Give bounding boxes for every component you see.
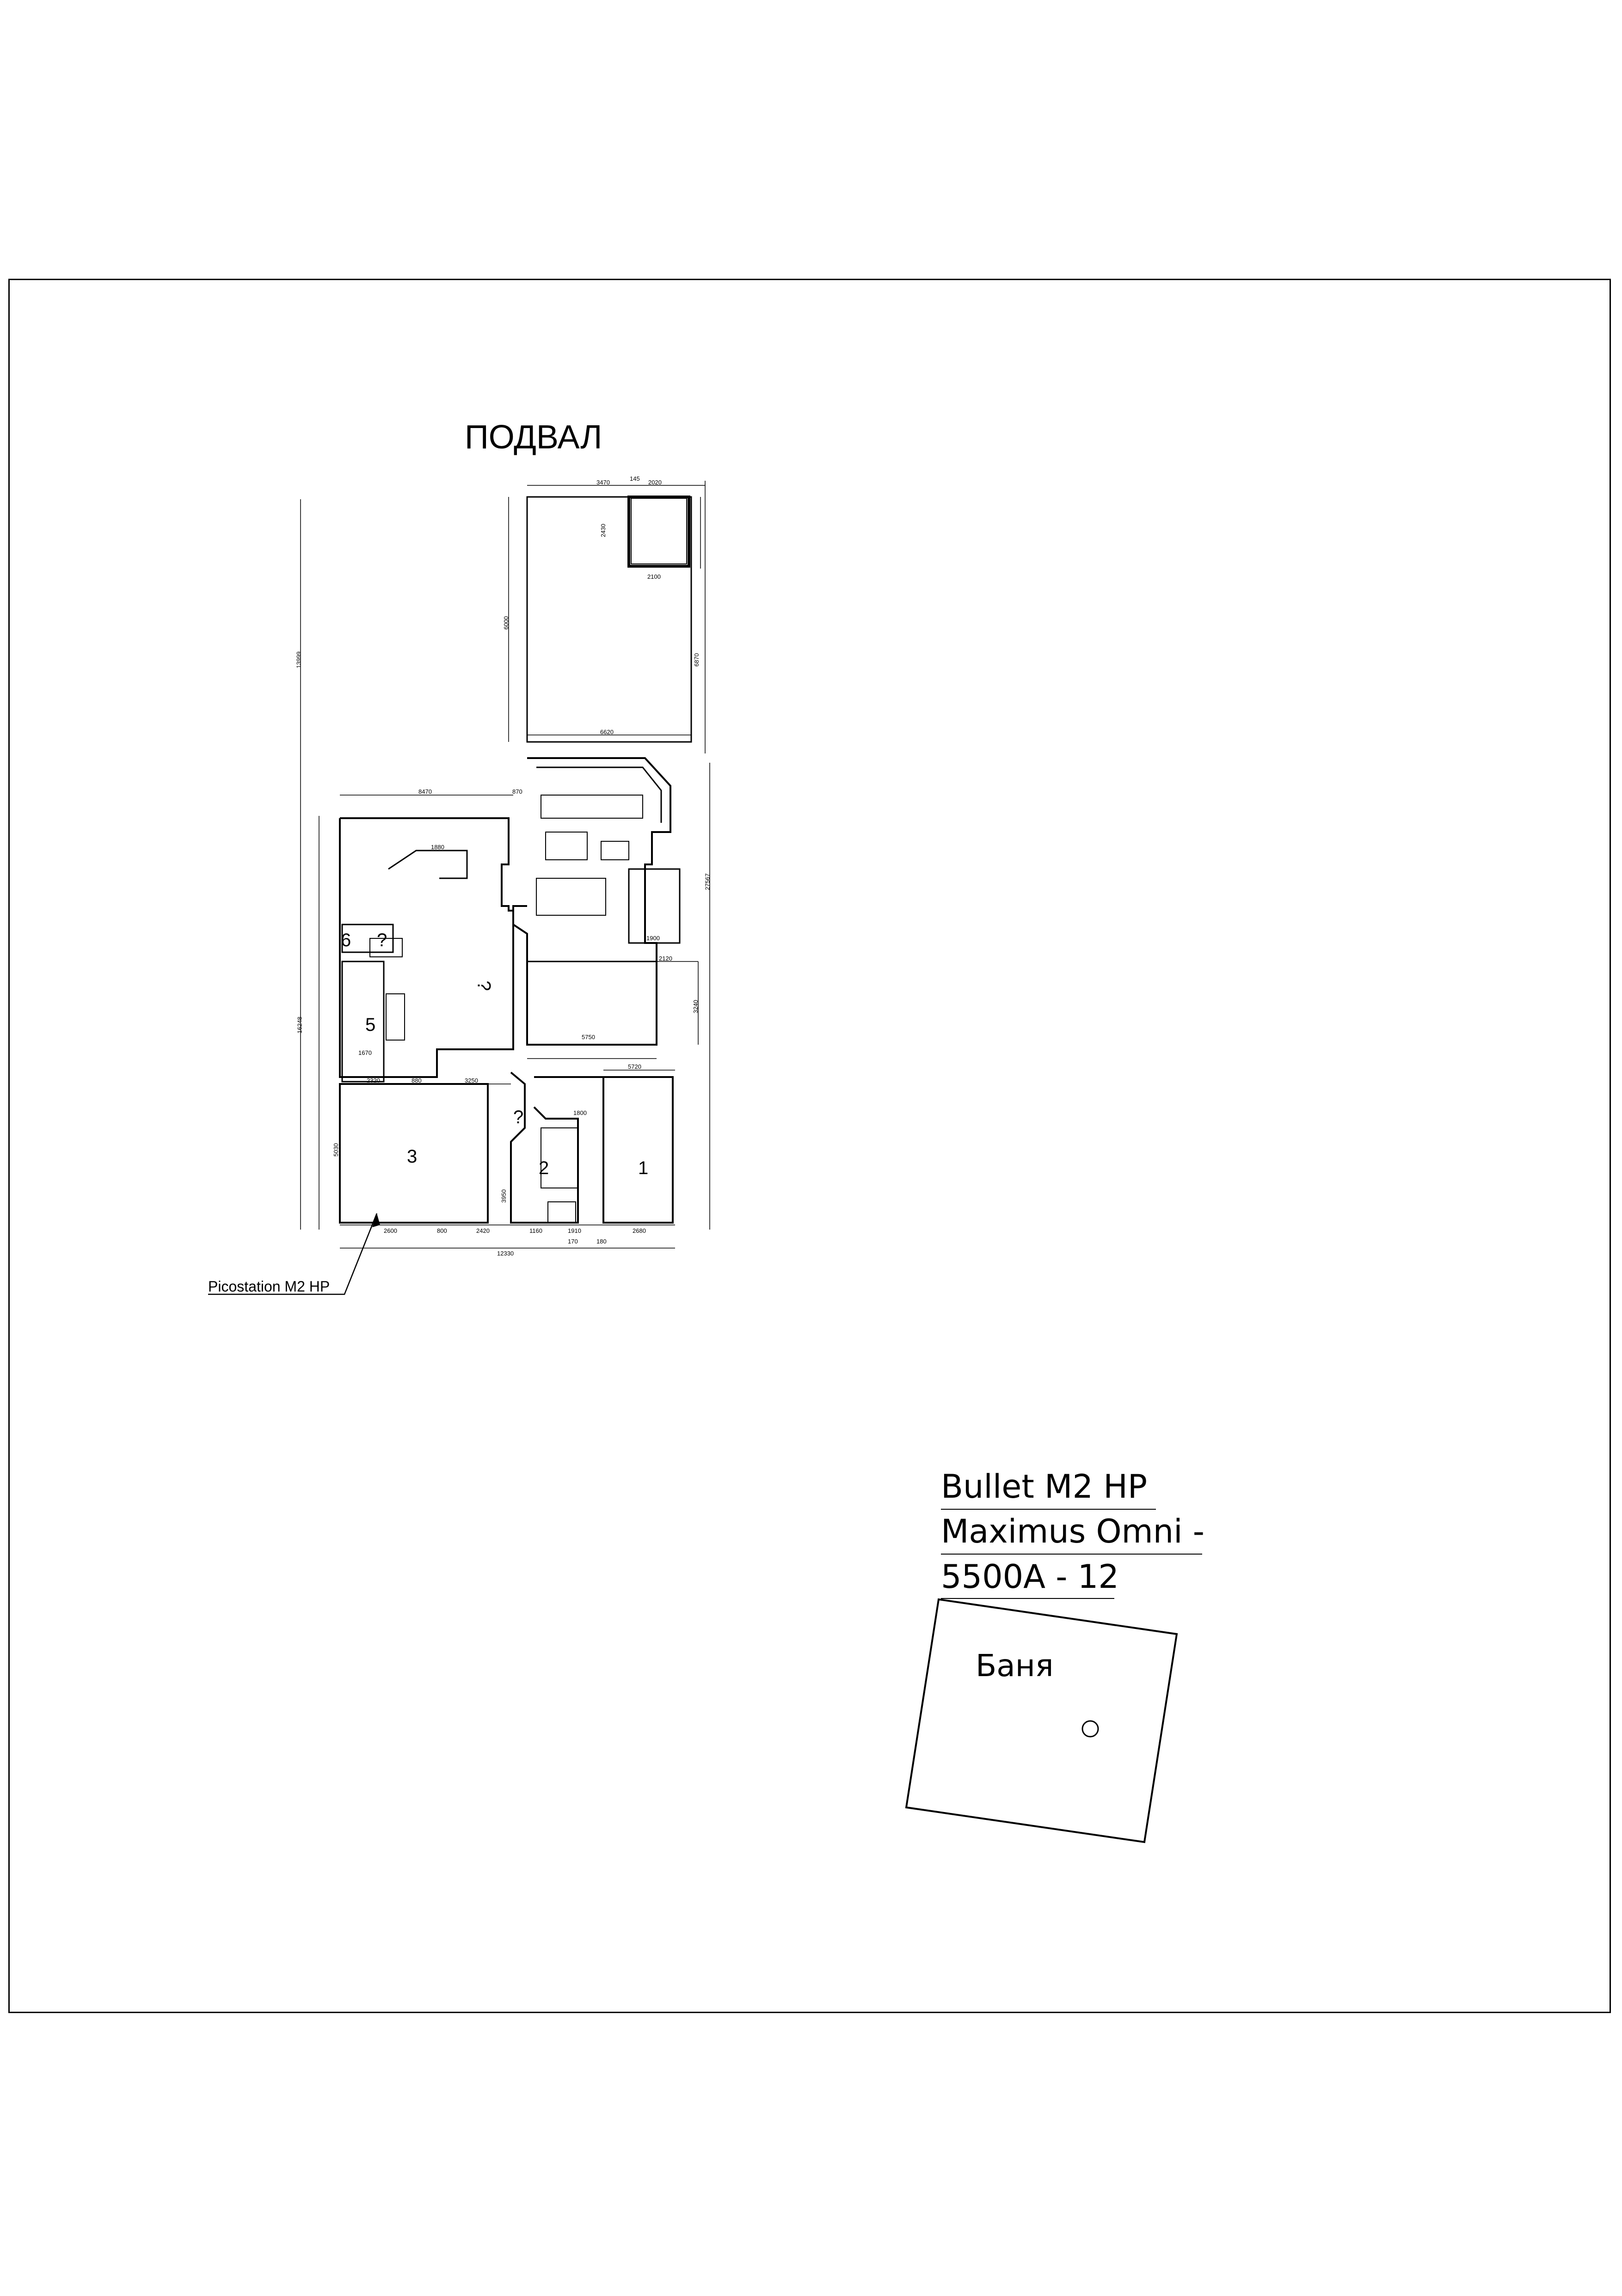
dimension-label: 6870 — [693, 653, 700, 667]
dimension-label: 800 — [437, 1227, 447, 1234]
dimension-label: 16248 — [296, 1016, 303, 1034]
dimension-label: 27567 — [704, 873, 711, 890]
dimension-label: 8470 — [418, 788, 432, 795]
dimension-label: 1900 — [646, 935, 660, 942]
dimension-label: 2680 — [633, 1227, 646, 1234]
dimension-label: 2430 — [599, 524, 607, 537]
room-6-label: 6 — [341, 930, 351, 950]
dimension-label: 12330 — [497, 1250, 514, 1257]
dimension-label: 2120 — [659, 955, 672, 962]
dimension-label: 880 — [412, 1077, 422, 1084]
antenna-label-line1: Bullet M2 HP — [941, 1468, 1148, 1506]
dimension-label: 3250 — [465, 1077, 478, 1084]
banya-label: Баня — [976, 1648, 1054, 1684]
dimension-label: 1160 — [529, 1227, 542, 1234]
upper-stair — [629, 497, 689, 566]
room-3-label: 3 — [407, 1146, 418, 1167]
unknown-room-label: ? — [377, 930, 387, 950]
dimension-label: 1670 — [358, 1049, 372, 1056]
upper-room — [527, 497, 691, 742]
dimension-label: 2100 — [647, 573, 661, 580]
dimension-label: 6620 — [600, 729, 614, 735]
dimension-label: 1800 — [573, 1109, 587, 1116]
dimension-label: 1910 — [568, 1227, 581, 1234]
room-2-walls — [511, 1072, 578, 1223]
dimension-label: 2020 — [648, 479, 662, 486]
dimension-label: 3950 — [500, 1189, 507, 1203]
dimension-label: 5030 — [332, 1143, 339, 1157]
dimension-label: 170 — [568, 1238, 578, 1245]
banya-outline — [906, 1599, 1177, 1842]
dimension-label: 145 — [630, 475, 640, 482]
dimension-label: 2600 — [384, 1227, 397, 1234]
dimension-label: 870 — [512, 788, 522, 795]
room-5-label: 5 — [365, 1015, 376, 1035]
left-wing-walls — [340, 818, 513, 1077]
dimension-label: 2320 — [367, 1077, 380, 1084]
room-2-label: 2 — [539, 1158, 549, 1178]
dimension-label: 1880 — [431, 844, 444, 851]
antenna-label-line3: 5500A - 12 — [941, 1558, 1119, 1596]
picostation-label: Picostation M2 HP — [208, 1278, 330, 1295]
dimension-label: 3470 — [596, 479, 610, 486]
dimension-label: 6000 — [502, 616, 510, 630]
dimension-label: 5750 — [582, 1034, 595, 1041]
dimension-label: 5720 — [628, 1063, 641, 1070]
unknown-room-label: ? — [473, 980, 494, 991]
page-title: ПОДВАЛ — [465, 419, 602, 456]
antenna-label-line2: Maximus Omni - — [941, 1512, 1205, 1550]
room-1-walls — [603, 1077, 673, 1223]
dimension-label: 3240 — [692, 1000, 699, 1013]
unknown-room-label: ? — [513, 1107, 524, 1127]
dimension-label: 180 — [596, 1238, 607, 1245]
dimension-label: 13999 — [295, 651, 302, 668]
dimension-label: 2420 — [476, 1227, 490, 1234]
antenna-marker-icon — [1082, 1721, 1098, 1737]
room-1-label: 1 — [638, 1158, 649, 1178]
